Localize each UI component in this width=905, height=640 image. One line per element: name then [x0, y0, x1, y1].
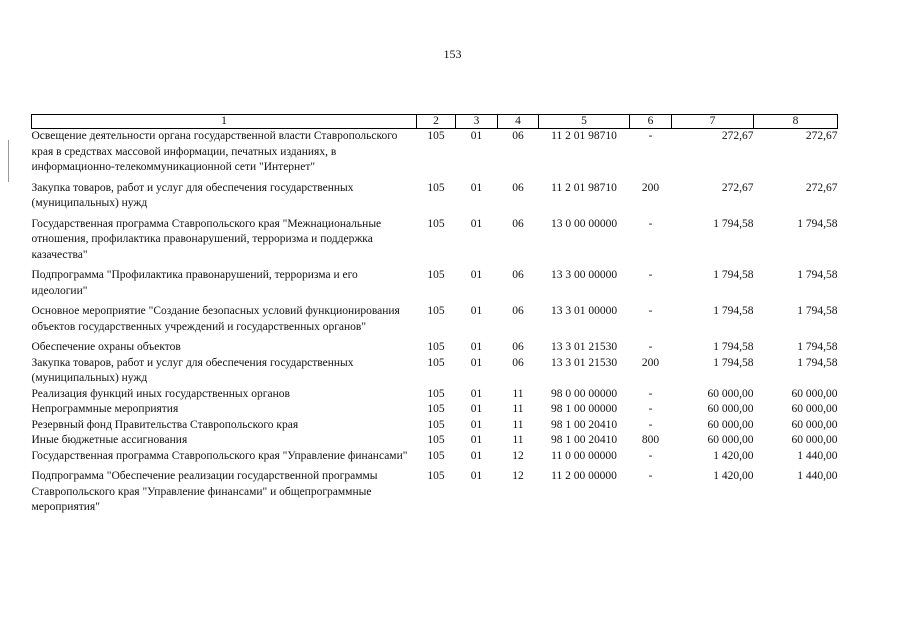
row-value-cell: 01 [470, 130, 483, 142]
row-value-cell: 60 000,00 [707, 434, 754, 446]
row-value-cell: 800 [641, 434, 660, 446]
row-value-cell: 1 794,58 [713, 269, 754, 281]
table-header-row [32, 115, 838, 129]
table-row [32, 181, 838, 217]
row-value-cell: 12 [512, 449, 524, 462]
table-row [32, 217, 838, 269]
row-name-cell: Реализация функций иных государственных органов [31, 387, 290, 400]
row-name-cell: Непрограммные мероприятия [31, 403, 179, 415]
row-value-cell: 200 [641, 356, 660, 369]
row-value-cell: - [648, 130, 653, 142]
row-value-cell: 01 [470, 305, 483, 317]
row-value-cell: 60 000,00 [791, 418, 838, 431]
row-value-cell: 11 0 00 00000 [551, 449, 617, 462]
row-value-cell: 01 [470, 181, 483, 194]
table-row [32, 418, 838, 434]
row-name-cell: Резервный фонд Правительства Ставропольского края [31, 418, 299, 431]
row-value-cell: 98 1 00 20410 [550, 418, 618, 431]
row-value-cell: 11 [512, 418, 524, 431]
row-value-cell: 01 [470, 387, 483, 400]
row-value-cell: 1 794,58 [797, 269, 838, 281]
row-value-cell: 105 [427, 403, 445, 415]
row-name-cell: Подпрограмма "Профилактика правонарушений, терроризма и его идеологии" [31, 269, 358, 297]
row-value-cell: 105 [427, 387, 445, 400]
row-value-cell: 1 794,58 [797, 356, 838, 369]
row-value-cell: 1 794,58 [713, 217, 754, 230]
row-value-cell: 06 [512, 217, 524, 230]
row-value-cell: 01 [470, 269, 483, 281]
table-row [32, 449, 838, 470]
row-value-cell: 11 2 00 00000 [551, 470, 617, 482]
row-value-cell: 105 [427, 269, 445, 281]
row-value-cell: 60 000,00 [791, 403, 838, 415]
row-value-cell: 272,67 [721, 130, 754, 142]
row-name-cell: Государственная программа Ставропольского края "Управление финансами" [31, 449, 408, 462]
table-row [32, 433, 838, 449]
row-value-cell: 105 [427, 434, 445, 446]
row-name-cell: Закупка товаров, работ и услуг для обеспечения государственных (муниципальных) нужд [31, 356, 354, 384]
row-value-cell: 01 [470, 434, 483, 446]
row-name-cell: Основное мероприятие "Создание безопасных условий функционирования объектов государственных учреждений и государственных органов" [31, 305, 400, 333]
row-value-cell: 01 [470, 341, 483, 353]
table-row [32, 402, 838, 418]
column-header: 3 [456, 115, 498, 129]
row-value-cell: 1 440,00 [797, 470, 838, 482]
table-row [32, 129, 838, 181]
row-value-cell: 01 [470, 470, 483, 482]
table-row [32, 304, 838, 340]
row-value-cell: 105 [427, 470, 445, 482]
row-value-cell: 60 000,00 [707, 403, 754, 415]
budget-table [31, 114, 838, 516]
row-value-cell: 12 [512, 470, 524, 482]
row-value-cell: 105 [427, 356, 445, 369]
row-name-cell: Государственная программа Ставропольского края "Межнациональные отношения, профилактика правонарушений, терроризма и поддержка казачества" [31, 217, 382, 261]
row-value-cell: - [648, 449, 653, 462]
row-name-cell: Освещение деятельности органа государственной власти Ставропольского края в средствах массовой информации, печатных изданиях, в информационно-телекоммуникационной сети "Интернет" [31, 130, 398, 173]
row-value-cell: 11 2 01 98710 [551, 181, 617, 194]
column-header: 8 [754, 115, 838, 129]
row-value-cell: 11 [512, 403, 524, 415]
row-value-cell: 1 794,58 [797, 341, 838, 353]
row-value-cell: 1 420,00 [713, 449, 754, 462]
row-value-cell: 272,67 [721, 181, 754, 194]
row-value-cell: 06 [512, 305, 524, 317]
row-value-cell: 105 [427, 181, 445, 194]
row-value-cell: 01 [470, 418, 483, 431]
row-name-cell: Иные бюджетные ассигнования [31, 434, 188, 446]
column-header: 1 [32, 115, 417, 129]
row-value-cell: 98 0 00 00000 [550, 387, 618, 400]
row-value-cell: 1 794,58 [713, 356, 754, 369]
row-value-cell: 01 [470, 356, 483, 369]
row-value-cell: 105 [427, 341, 445, 353]
row-value-cell: 1 420,00 [713, 470, 754, 482]
column-header: 6 [630, 115, 672, 129]
row-value-cell: 272,67 [805, 130, 838, 142]
row-name-cell: Подпрограмма "Обеспечение реализации государственной программы Ставропольского края "Управление финансами" и общепрограммные мероприятия" [31, 470, 378, 513]
row-value-cell: 1 794,58 [713, 341, 754, 353]
row-value-cell: 105 [427, 418, 445, 431]
margin-mark [8, 140, 9, 182]
row-value-cell: - [648, 269, 653, 281]
column-header: 5 [539, 115, 630, 129]
row-value-cell: 13 3 01 00000 [550, 305, 618, 317]
row-value-cell: 11 2 01 98710 [551, 130, 617, 142]
column-header: 4 [498, 115, 539, 129]
row-name-cell: Обеспечение охраны объектов [31, 341, 181, 353]
row-value-cell: 13 3 01 21530 [550, 341, 618, 353]
row-value-cell: 11 [512, 387, 524, 400]
row-value-cell: 06 [512, 341, 524, 353]
row-name-cell: Закупка товаров, работ и услуг для обеспечения государственных (муниципальных) нужд [31, 181, 354, 209]
row-value-cell: 98 1 00 00000 [550, 403, 618, 415]
row-value-cell: - [648, 341, 653, 353]
row-value-cell: 1 794,58 [713, 305, 754, 317]
row-value-cell: 60 000,00 [707, 418, 754, 431]
table-row [32, 356, 838, 387]
row-value-cell: 105 [427, 449, 445, 462]
row-value-cell: 13 0 00 00000 [550, 217, 618, 230]
row-value-cell: 60 000,00 [707, 387, 754, 400]
page-number: 153 [443, 47, 462, 61]
table-row [32, 387, 838, 403]
row-value-cell: 1 440,00 [797, 449, 838, 462]
row-value-cell: 01 [470, 217, 483, 230]
row-value-cell: 13 3 00 00000 [550, 269, 618, 281]
row-value-cell: 06 [512, 356, 524, 369]
row-value-cell: 06 [512, 269, 524, 281]
column-header: 2 [417, 115, 456, 129]
row-value-cell: 11 [512, 434, 524, 446]
row-value-cell: 105 [427, 305, 445, 317]
row-value-cell: 105 [427, 130, 445, 142]
row-value-cell: 1 794,58 [797, 305, 838, 317]
row-value-cell: 06 [512, 181, 524, 194]
row-value-cell: 06 [512, 130, 524, 142]
row-value-cell: 105 [427, 217, 445, 230]
row-value-cell: 13 3 01 21530 [550, 356, 618, 369]
row-value-cell: 60 000,00 [791, 434, 838, 446]
row-value-cell: 1 794,58 [797, 217, 838, 230]
row-value-cell: - [648, 387, 653, 400]
table-row [32, 469, 838, 516]
row-value-cell: 98 1 00 20410 [550, 434, 618, 446]
row-value-cell: - [648, 305, 653, 317]
table-row [32, 340, 838, 356]
row-value-cell: 01 [470, 449, 483, 462]
row-value-cell: - [648, 217, 653, 230]
table-row [32, 268, 838, 304]
row-value-cell: 272,67 [805, 181, 838, 194]
row-value-cell: - [648, 418, 653, 431]
column-header: 7 [672, 115, 754, 129]
row-value-cell: - [648, 403, 653, 415]
row-value-cell: - [648, 470, 653, 482]
row-value-cell: 01 [470, 403, 483, 415]
row-value-cell: 200 [641, 181, 660, 194]
row-value-cell: 60 000,00 [791, 387, 838, 400]
